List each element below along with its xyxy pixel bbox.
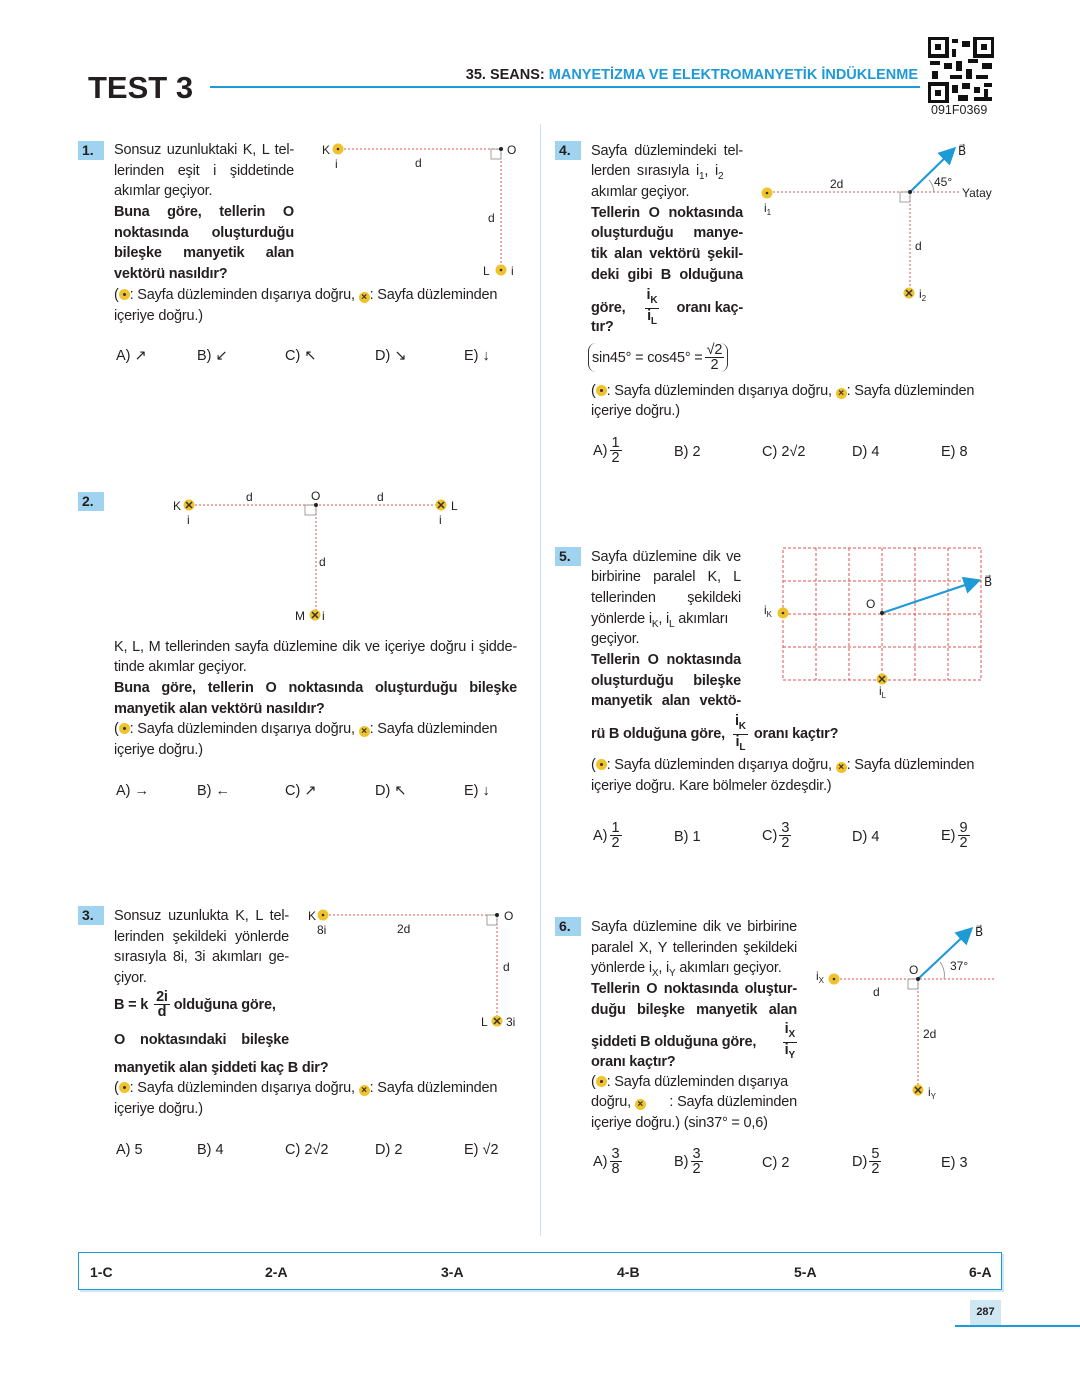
question-prompt: manyetik alan vektö- — [591, 693, 741, 709]
label: L — [483, 264, 490, 278]
option-b[interactable]: B) ← — [197, 783, 231, 799]
label: K — [173, 499, 182, 513]
label: M — [295, 609, 305, 623]
label: $i_Y$ — [928, 1085, 937, 1101]
option-b[interactable]: B) 4 — [197, 1142, 224, 1158]
wire-out-icon — [778, 608, 789, 619]
label: O — [909, 963, 919, 977]
wire-out-icon — [829, 974, 840, 985]
question-prompt: deki gibi B olduğuna — [591, 267, 743, 283]
question-text: K, L, M tellerinden sayfa düzlemine dik ve içeriye doğru i şidde- — [114, 639, 517, 655]
option-c[interactable]: C) ↗ — [285, 783, 317, 799]
trig-hint: sin45° = cos45° = $\frac{√2}{2}$ — [588, 343, 728, 372]
question-text: yönlerde $i_X$, $i_Y$ akımları geçiyor. — [591, 960, 782, 979]
session-label: 35. SEANS: — [465, 67, 545, 83]
legend: ( : Sayfa düzleminden dışarıya doğru, × : Sayfa düzleminden — [114, 287, 498, 303]
option-b[interactable]: B) 1 — [674, 829, 701, 845]
dot-out-icon — [596, 385, 607, 396]
option-a[interactable]: A) $\frac{1}{2}$ — [593, 820, 620, 851]
label: $i_2$ — [919, 287, 927, 303]
legend: ( : Sayfa düzleminden dışarıya doğru, × : Sayfa düzleminden — [114, 1080, 498, 1096]
question-prompt: tik alan vektörü şekil- — [591, 246, 743, 262]
cross-in-icon: × — [836, 762, 847, 773]
option-a[interactable]: A) $\frac{3}{8}$ — [593, 1146, 620, 1177]
label: $i_1$ — [764, 201, 772, 217]
option-a[interactable]: A) ↗ — [116, 348, 147, 364]
question-text: Sonsuz uzunlukta K, L tel- — [114, 908, 289, 924]
wire-in-icon — [310, 610, 321, 621]
wire-in-icon — [904, 288, 915, 299]
footer-rule — [955, 1325, 1080, 1327]
legend: içeriye doğru.) (sin37° = 0,6) — [591, 1115, 768, 1131]
label: O — [866, 597, 876, 611]
question-text: birbirine paralel K, L — [591, 569, 741, 585]
question-prompt: şiddeti B olduğuna göre, $\frac{i_X}{i_Y}$ — [591, 1021, 795, 1061]
question-prompt: O noktasındaki bileşke — [114, 1032, 289, 1048]
answer-key — [78, 1252, 1002, 1290]
question-prompt: manyetik alan vektörü nasıldır? — [114, 701, 325, 717]
question-prompt: Tellerin O noktasında — [591, 205, 743, 221]
label: $i_L$ — [879, 684, 887, 700]
question-prompt: oranı kaçtır? — [591, 1054, 676, 1070]
option-c[interactable]: C) $\frac{3}{2}$ — [762, 820, 790, 851]
option-b[interactable]: B) $\frac{3}{2}$ — [674, 1146, 701, 1177]
cross-in-icon: × — [836, 388, 847, 399]
option-c[interactable]: C) ↖ — [285, 348, 317, 364]
label: d — [503, 960, 510, 974]
option-d[interactable]: D) ↘ — [375, 348, 407, 364]
label: d — [488, 211, 495, 225]
label: d — [415, 156, 422, 170]
question-prompt: Tellerin O noktasında oluştur- — [591, 981, 797, 997]
question-text: geçiyor. — [591, 631, 640, 647]
question-prompt: duğu bileşke manyetik alan — [591, 1002, 797, 1018]
dot-out-icon — [596, 759, 607, 770]
legend: içeriye doğru.) — [114, 742, 203, 758]
label: i — [335, 157, 338, 171]
question-prompt: Buna göre, tellerin O noktasında oluşturduğu bileşke — [114, 680, 517, 696]
question-text: çiyor. — [114, 970, 147, 986]
question-prompt: bileşke manyetik alan — [114, 245, 294, 261]
question-text: tellerinden şekildeki — [591, 590, 741, 606]
option-c[interactable]: C) 2 — [762, 1155, 790, 1171]
wire-out-icon — [496, 265, 507, 276]
label: i — [322, 609, 325, 623]
question-text: akımlar geçiyor. — [114, 183, 213, 199]
label: i — [439, 513, 442, 527]
answer-item: 6-A — [969, 1264, 992, 1280]
label: d — [246, 490, 253, 504]
legend: ( : Sayfa düzleminden dışarıya — [591, 1074, 789, 1090]
label: $i_K$ — [764, 603, 773, 619]
test-title: TEST 3 — [88, 70, 194, 105]
label: B⃗ — [958, 144, 967, 158]
label: L — [481, 1015, 488, 1029]
cross-in-icon: × — [359, 1085, 370, 1096]
wire-in-icon — [436, 500, 447, 511]
question-prompt: tır? — [591, 319, 614, 335]
option-e[interactable]: E) √2 — [464, 1142, 499, 1158]
option-d[interactable]: D) $\frac{5}{2}$ — [852, 1146, 880, 1177]
option-e[interactable]: E) ↓ — [464, 348, 490, 364]
question-text: yönlerde $i_K$, $i_L$ akımları — [591, 611, 729, 630]
wire-in-icon — [184, 500, 195, 511]
label: i — [511, 264, 514, 278]
question-text: lerinden şekildeki yönlerde — [114, 929, 289, 945]
option-e[interactable]: E) $\frac{9}{2}$ — [941, 820, 968, 851]
label: 2d — [397, 922, 411, 936]
dot-out-icon — [119, 1082, 130, 1093]
label: B⃗ — [984, 575, 993, 589]
question-prompt: manyetik alan şiddeti kaç B dir? — [114, 1060, 329, 1076]
label: d — [915, 239, 922, 253]
question-prompt: vektörü nasıldır? — [114, 266, 228, 282]
question-number: 1. — [78, 141, 104, 160]
option-e[interactable]: E) 3 — [941, 1155, 968, 1171]
label: 37° — [950, 959, 969, 973]
qr-code-label: 091F0369 — [931, 103, 988, 117]
option-d[interactable]: D) 4 — [852, 829, 880, 845]
label: $i_X$ — [816, 969, 825, 985]
option-e[interactable]: E) ↓ — [464, 783, 490, 799]
cross-in-icon: × — [359, 292, 370, 303]
label: K — [322, 143, 331, 157]
question-text: Sonsuz uzunluktaki K, L tel- — [114, 142, 294, 158]
question-text: Sayfa düzlemindeki tel- — [591, 143, 743, 159]
question-number: 3. — [78, 906, 104, 925]
option-b[interactable]: B) 2 — [674, 444, 701, 460]
option-c[interactable]: C) 2√2 — [762, 444, 806, 460]
label: O — [504, 909, 514, 923]
option-a[interactable]: A) 5 — [116, 1142, 143, 1158]
question-prompt: oluşturduğu manye- — [591, 225, 743, 241]
question-prompt: oluşturduğu bileşke — [591, 673, 741, 689]
question-number: 4. — [555, 141, 581, 160]
question-prompt: Tellerin O noktasında — [591, 652, 741, 668]
wire-in-icon — [492, 1016, 503, 1027]
legend: içeriye doğru.) — [114, 1101, 203, 1117]
option-b[interactable]: B) ↙ — [197, 348, 228, 364]
option-d[interactable]: D) ↖ — [375, 783, 407, 799]
option-c[interactable]: C) 2√2 — [285, 1142, 329, 1158]
question-prompt: Buna göre, tellerin O — [114, 204, 294, 220]
cross-in-icon: × — [359, 726, 370, 737]
dot-out-icon — [119, 723, 130, 734]
legend: ( : Sayfa düzleminden dışarıya doğru, × : Sayfa düzleminden — [591, 757, 975, 773]
label: d — [377, 490, 384, 504]
question-prompt: göre, $\frac{i_K}{i_L}$ oranı kaç- — [591, 287, 743, 327]
question-number: 6. — [555, 917, 581, 936]
wire-in-icon — [877, 674, 888, 685]
option-a[interactable]: A) $\frac{1}{2}$ — [593, 435, 620, 466]
question-text: akımlar geçiyor. — [591, 184, 690, 200]
label: Yatay — [962, 186, 992, 200]
question-number: 5. — [555, 547, 581, 566]
label: i — [187, 513, 190, 527]
b-vector-arrow — [882, 581, 977, 613]
legend: ( : Sayfa düzleminden dışarıya doğru, × : Sayfa düzleminden — [591, 383, 975, 399]
wire-out-icon — [762, 188, 773, 199]
label: K — [308, 909, 317, 923]
label: 2d — [923, 1027, 937, 1041]
legend: içeriye doğru. Kare bölmeler özdeşdir.) — [591, 778, 832, 794]
answer-item: 4-B — [617, 1264, 640, 1280]
option-e[interactable]: E) 8 — [941, 444, 968, 460]
answer-item: 3-A — [441, 1264, 464, 1280]
option-a[interactable]: A) → — [116, 783, 150, 799]
option-d[interactable]: D) 2 — [375, 1142, 403, 1158]
wire-out-icon — [333, 144, 344, 155]
page-number: 287 — [970, 1300, 1001, 1325]
cross-in-icon: × — [635, 1099, 646, 1110]
label: O — [311, 489, 321, 503]
legend: içeriye doğru.) — [591, 403, 680, 419]
label: 3i — [506, 1015, 516, 1029]
formula: B = k $\frac{2i}{d}$ olduğuna göre, — [114, 989, 276, 1020]
question-prompt: rü B olduğuna göre, $\frac{i_K}{i_L}$ oranı kaçtır? — [591, 713, 839, 753]
question-text: paralel X, Y tellerinden şekildeki — [591, 940, 797, 956]
legend: ( : Sayfa düzleminden dışarıya doğru, × : Sayfa düzleminden — [114, 721, 498, 737]
question-text: lerinden eşit i şiddetinde — [114, 163, 294, 179]
session-topic: MANYETİZMA VE ELEKTROMANYETİK İNDÜKLENME — [548, 67, 918, 83]
label: 2d — [830, 177, 844, 191]
answer-item: 1-C — [90, 1264, 113, 1280]
question-number: 2. — [78, 492, 104, 511]
dot-out-icon — [119, 289, 130, 300]
wire-in-icon — [913, 1085, 924, 1096]
question-text: Sayfa düzlemine dik ve birbirine — [591, 919, 797, 935]
label: B⃗ — [975, 925, 984, 939]
label: d — [873, 985, 880, 999]
legend: doğru, × : Sayfa düzleminden — [591, 1094, 797, 1110]
label: 45° — [934, 175, 953, 189]
label: O — [507, 143, 517, 157]
label: 8i — [317, 923, 327, 937]
question-text: tinde akımlar geçiyor. — [114, 659, 247, 675]
answer-item: 5-A — [794, 1264, 817, 1280]
label: L — [451, 499, 458, 513]
question-text: lerden sırasıyla $i_1$, $i_2$ — [591, 163, 724, 182]
wire-out-icon — [318, 910, 329, 921]
question-text: Sayfa düzlemine dik ve — [591, 549, 741, 565]
question-prompt: noktasında oluşturduğu — [114, 225, 294, 241]
dot-out-icon — [596, 1076, 607, 1087]
question-text: sırasıyla 8i, 3i akımları ge- — [114, 949, 289, 965]
legend: içeriye doğru.) — [114, 308, 203, 324]
label: d — [319, 555, 326, 569]
answer-item: 2-A — [265, 1264, 288, 1280]
option-d[interactable]: D) 4 — [852, 444, 880, 460]
